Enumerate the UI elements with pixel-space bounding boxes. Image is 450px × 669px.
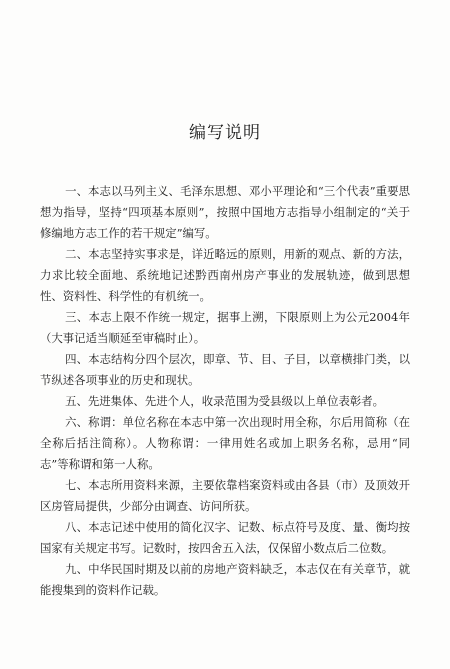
- paragraph-1: 一、本志以马列主义、毛泽东思想、邓小平理论和“三个代表”重要思想为指导，坚持“四项基本原则”，按照中国地方志指导小组制定的“关于修编地方志工作的若干规定”编写。: [40, 184, 410, 240]
- page-title: 编写说明: [189, 123, 261, 143]
- paragraph-6: 六、称谓：单位名称在本志中第一次出现时用全称，尔后用简称（在全称后括注简称）。人物称谓：一律用姓名或加上职务名称，忌用“同志”等称谓和第一人称。: [40, 415, 410, 471]
- paragraph-2: 二、本志坚持实事求是，详近略远的原则，用新的观点、新的方法，力求比较全面地、系统地记述黔西南州房产事业的发展轨迹，做到思想性、资料性、科学性的有机统一。: [40, 247, 410, 303]
- paragraph-5: 五、先进集体、先进个人，收录范围为受县级以上单位表彰者。: [65, 394, 385, 408]
- paragraph-8: 八、本志记述中使用的简化汉字、记数、标点符号及度、量、衡均按国家有关规定书写。记数时，按四舍五入法，仅保留小数点后二位数。: [40, 520, 410, 555]
- paragraph-9: 九、中华民国时期及以前的房地产资料缺乏，本志仅在有关章节，就能搜集到的资料作记载。: [40, 562, 410, 597]
- paragraph-7: 七、本志所用资料来源，主要依靠档案资料或由各县（市）及顶效开区房管局提供，少部分由调查、访问所获。: [40, 478, 410, 513]
- paragraph-4: 四、本志结构分四个层次，即章、节、目、子目，以章横排门类，以节纵述各项事业的历史和现状。: [40, 352, 410, 387]
- paragraph-3: 三、本志上限不作统一规定，据事上溯，下限原则上为公元2004年（大事记适当顺延至审稿时止）。: [40, 310, 410, 345]
- body-text: [40, 181, 410, 601]
